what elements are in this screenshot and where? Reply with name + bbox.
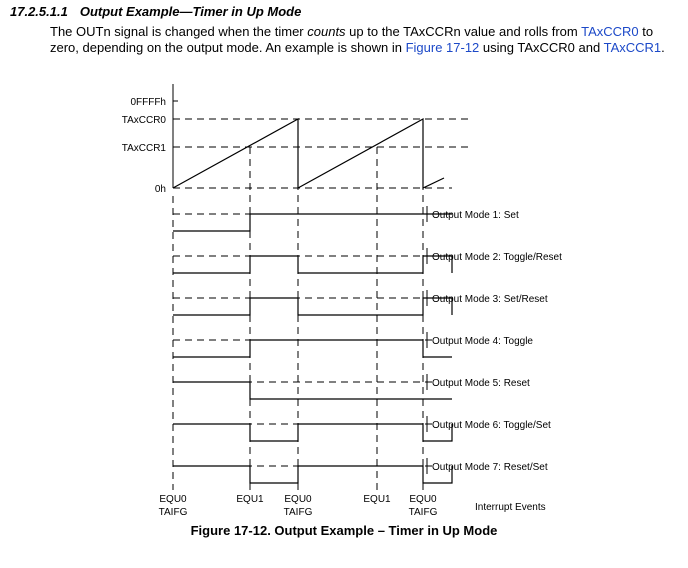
section-number: 17.2.5.1.1 xyxy=(10,4,68,19)
event-sublabel: TAIFG xyxy=(283,507,313,518)
para-text-2: up to the TAxCCRn value and rolls from xyxy=(345,24,582,39)
para-emphasis: counts xyxy=(307,24,346,39)
event-sublabel: TAIFG xyxy=(158,507,188,518)
mode-label-3: Output Mode 3: Set/Reset xyxy=(432,294,548,305)
counter-sawtooth xyxy=(173,119,444,188)
para-text-3: to zero, depending on the output mode. An example is shown in xyxy=(50,24,654,55)
waveform-mode-1 xyxy=(173,214,452,231)
event-label: EQU0 xyxy=(159,494,187,505)
y-label-zero: 0h xyxy=(154,184,166,195)
mode-label-1: Output Mode 1: Set xyxy=(432,210,519,221)
mode-label-2: Output Mode 2: Toggle/Reset xyxy=(432,252,562,263)
figure-caption: Figure 17-12. Output Example – Timer in Up Mode xyxy=(190,523,498,538)
link-figure-17-12[interactable]: Figure 17-12 xyxy=(405,40,480,55)
mode-label-6: Output Mode 6: Toggle/Set xyxy=(432,420,551,431)
interrupt-events-label: Interrupt Events xyxy=(475,502,546,513)
mode-label-5: Output Mode 5: Reset xyxy=(432,378,530,389)
mode-label-7: Output Mode 7: Reset/Set xyxy=(432,462,548,473)
y-label-ccr0: TAxCCR0 xyxy=(121,115,166,126)
waveform-mode-6 xyxy=(173,424,452,441)
y-label-ccr1: TAxCCR1 xyxy=(121,143,166,154)
para-text-5: . xyxy=(661,40,665,55)
link-taxccr1[interactable]: TAxCCR1 xyxy=(603,40,662,55)
waveform-mode-2 xyxy=(173,256,452,273)
interrupt-events xyxy=(159,494,546,518)
para-text-1: The OUTn signal is changed when the timer xyxy=(50,24,308,39)
link-taxccr0[interactable]: TAxCCR0 xyxy=(581,24,639,39)
counter-plot xyxy=(122,84,468,195)
y-label-max: 0FFFFh xyxy=(130,97,166,108)
event-label: EQU0 xyxy=(409,494,437,505)
event-sublabel: TAIFG xyxy=(408,507,438,518)
waveform-mode-7 xyxy=(173,466,452,483)
para-text-4: using TAxCCR0 and xyxy=(479,40,604,55)
mode-label-4: Output Mode 4: Toggle xyxy=(432,336,533,347)
waveform-mode-4 xyxy=(173,340,452,357)
event-label: EQU1 xyxy=(236,494,264,505)
section-title: Output Example—Timer in Up Mode xyxy=(79,4,302,19)
waveform-mode-3 xyxy=(173,298,452,315)
output-waveforms xyxy=(173,206,562,483)
event-label: EQU1 xyxy=(363,494,391,505)
waveform-mode-5 xyxy=(173,382,452,399)
event-label: EQU0 xyxy=(284,494,312,505)
